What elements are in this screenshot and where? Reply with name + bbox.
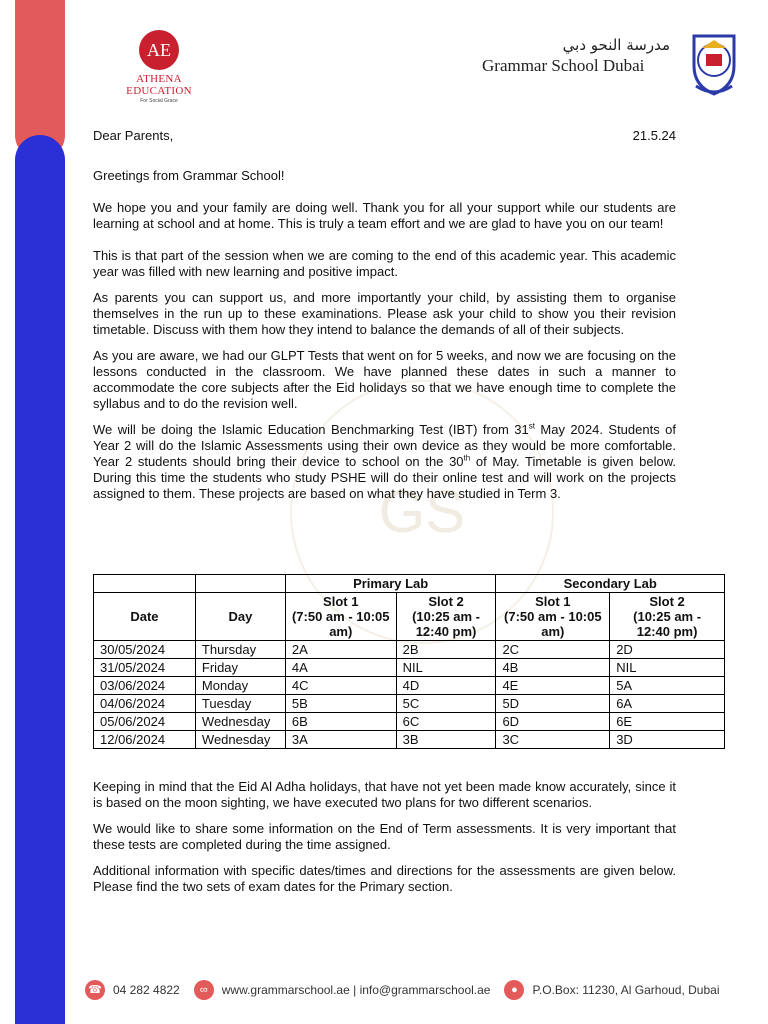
slot-time: (10:25 am - 12:40 pm) (633, 609, 702, 639)
cell-date: 03/06/2024 (94, 677, 196, 695)
header-secondary-lab: Secondary Lab (496, 575, 725, 593)
paragraph-7: We would like to share some information on the End of Term assessments. It is very important that these tests are completed during the time assigned. (93, 821, 676, 852)
athena-logo-name: ATHENA EDUCATION (126, 73, 192, 97)
paragraph-2: This is that part of the session when we are coming to the end of this academic year. This academic year was filled with new learning and positive impact. (93, 248, 676, 279)
school-name-arabic: مدرسة النحو دبي (562, 36, 670, 54)
paragraph-1: We hope you and your family are doing well. Thank you for all your support while our students are learning at school and at home. This is truly a team effort and we are glad to have you on our team! (93, 200, 676, 231)
paragraph-6: Keeping in mind that the Eid Al Adha holidays, that have not yet been made know accurately, since it is based on the moon sighting, we have executed two plans for two different scenarios. (93, 779, 676, 810)
school-name-english: Grammar School Dubai (482, 56, 645, 75)
cell-date: 05/06/2024 (94, 713, 196, 731)
phone-icon: ☎ (85, 980, 105, 1000)
cell-secondary-slot-1: 3C (496, 731, 610, 749)
cell-secondary-slot-2: 3D (610, 731, 725, 749)
footer (85, 976, 755, 1004)
header-primary-slot-2 (396, 593, 496, 641)
slot-time: (10:25 am - 12:40 pm) (412, 609, 480, 639)
table-header-slot-row (94, 593, 725, 641)
header-blank (94, 575, 196, 593)
table-row (94, 695, 725, 713)
footer-web-email[interactable]: www.grammarschool.ae | info@grammarschool.ae (221, 983, 491, 997)
cell-secondary-slot-1: 4B (496, 659, 610, 677)
header-primary-slot-1 (285, 593, 396, 641)
cell-secondary-slot-2: 5A (610, 677, 725, 695)
paragraph-4: As you are aware, we had our GLPT Tests that went on for 5 weeks, and now we are focusing on the lessons conducted in the classroom. We have planned these dates in such a manner to accommodate the core subjects after the Eid holidays so that we have enough time to complete the syllabus and to do the revision well. (93, 348, 676, 411)
cell-day: Monday (195, 677, 285, 695)
cell-primary-slot-1: 3A (285, 731, 396, 749)
cell-secondary-slot-2: 6A (610, 695, 725, 713)
cell-primary-slot-2: 3B (396, 731, 496, 749)
salutation: Dear Parents, (93, 128, 174, 143)
greeting: Greetings from Grammar School! (93, 168, 285, 183)
cell-primary-slot-2: NIL (396, 659, 496, 677)
cell-secondary-slot-2: NIL (610, 659, 725, 677)
watermark-text: GS (378, 478, 466, 545)
table-row (94, 659, 725, 677)
slot-label: Slot 2 (649, 594, 685, 609)
slot-time: (7:50 am - 10:05 am) (504, 609, 602, 639)
table-row (94, 731, 725, 749)
paragraph-8: Additional information with specific dates/times and directions for the assessments are given below. Please find the two sets of exam dates for the Primary section. (93, 863, 676, 894)
cell-secondary-slot-1: 6D (496, 713, 610, 731)
cell-primary-slot-1: 6B (285, 713, 396, 731)
slot-label: Slot 1 (535, 594, 571, 609)
cell-date: 12/06/2024 (94, 731, 196, 749)
paragraph-5 (93, 422, 676, 502)
paragraph-3: As parents you can support us, and more importantly your child, by assisting them to organise themselves in the run up to these examinations. Please ask your child to show you their revision timetable. Discuss with them how they intend to balance the demands of all of their subjects. (93, 290, 676, 337)
cell-primary-slot-2: 4D (396, 677, 496, 695)
cell-secondary-slot-1: 2C (496, 641, 610, 659)
header-day: Day (195, 593, 285, 641)
table-row (94, 641, 725, 659)
footer-phone: 04 282 4822 (113, 983, 180, 997)
cell-secondary-slot-2: 6E (610, 713, 725, 731)
paragraph-5-part-a: We will be doing the Islamic Education Benchmarking Test (IBT) from 31 (93, 422, 529, 437)
cell-secondary-slot-2: 2D (610, 641, 725, 659)
cell-primary-slot-1: 4A (285, 659, 396, 677)
cell-date: 31/05/2024 (94, 659, 196, 677)
athena-logo-tagline: For Social Grace (140, 98, 178, 104)
ibt-timetable (93, 574, 725, 749)
ordinal-suffix-st: st (528, 421, 535, 431)
athena-education-logo (104, 30, 214, 104)
cell-day: Wednesday (195, 731, 285, 749)
header-secondary-slot-1 (496, 593, 610, 641)
sidebar-accent-blue (15, 160, 65, 1024)
header-primary-lab: Primary Lab (285, 575, 496, 593)
table-row (94, 713, 725, 731)
location-pin-icon: ● (504, 980, 524, 1000)
ordinal-suffix-th: th (463, 453, 471, 463)
slot-label: Slot 1 (323, 594, 359, 609)
cell-primary-slot-2: 6C (396, 713, 496, 731)
cell-primary-slot-1: 5B (285, 695, 396, 713)
letter-closing (93, 779, 676, 895)
paragraph-5-part-b: May 2024. Students of Year 2 will do the Islamic Assessments using their own device as they would be more comfortable. Year 2 students should bring their device to school on the 30 (93, 422, 676, 469)
school-name-block (482, 36, 682, 76)
cell-day: Friday (195, 659, 285, 677)
header-secondary-slot-2 (610, 593, 725, 641)
letter-body (93, 128, 676, 502)
cell-date: 04/06/2024 (94, 695, 196, 713)
cell-day: Thursday (195, 641, 285, 659)
table-header-group-row (94, 575, 725, 593)
link-icon: ∞ (194, 980, 214, 1000)
letter-date: 21.5.24 (632, 128, 676, 143)
salutation-row (93, 128, 676, 144)
cell-secondary-slot-1: 5D (496, 695, 610, 713)
cell-day: Tuesday (195, 695, 285, 713)
cell-day: Wednesday (195, 713, 285, 731)
table-row (94, 677, 725, 695)
cell-primary-slot-1: 2A (285, 641, 396, 659)
school-crest-icon (686, 26, 742, 98)
slot-time: (7:50 am - 10:05 am) (291, 609, 390, 639)
slot-label: Slot 2 (428, 594, 464, 609)
cell-primary-slot-2: 2B (396, 641, 496, 659)
header-date: Date (94, 593, 196, 641)
cell-secondary-slot-1: 4E (496, 677, 610, 695)
footer-address: P.O.Box: 11230, Al Garhoud, Dubai (532, 983, 720, 997)
header-blank (195, 575, 285, 593)
paragraph-5-part-c: of May. Timetable is given below. During this time the students who study PSHE will do their online test and will work on the projects assigned to them. These projects are based on what they have studied in Term 3. (93, 454, 676, 501)
cell-date: 30/05/2024 (94, 641, 196, 659)
cell-primary-slot-1: 4C (285, 677, 396, 695)
athena-logo-mark: AE (139, 30, 179, 70)
cell-primary-slot-2: 5C (396, 695, 496, 713)
